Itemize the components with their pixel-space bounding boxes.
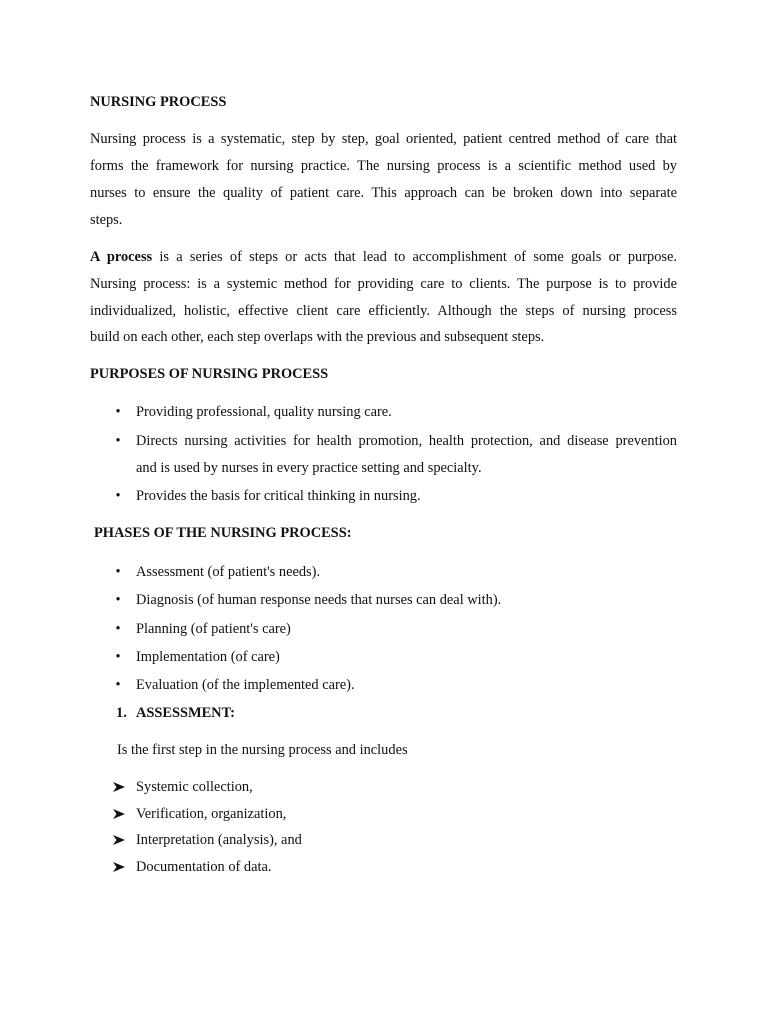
phase-text: Assessment (of patient's needs).	[136, 564, 321, 580]
assessment-item-text: Interpretation (analysis), and	[136, 832, 302, 848]
assessment-item-text: Systemic collection,	[136, 779, 253, 795]
bullet-dot-icon: •	[115, 488, 121, 504]
bullet-dot-icon: •	[115, 404, 121, 420]
phase-text: Evaluation (of the implemented care).	[136, 677, 355, 693]
process-bold-term: A process	[90, 249, 153, 265]
intro-line: forms the framework for nursing practice. The nursing process is a scientific method used by	[90, 158, 677, 174]
intro-line: nurses to ensure the quality of patient care. This approach can be broken down into separate	[90, 185, 677, 201]
purposes-heading: PURPOSES OF NURSING PROCESS	[90, 366, 329, 382]
purpose-text: and is used by nurses in every practice setting and specialty.	[136, 460, 482, 476]
arrow-bullet-icon	[112, 781, 126, 793]
arrow-bullet-icon	[112, 861, 126, 873]
bullet-dot-icon: •	[115, 677, 121, 693]
process-first-line-rest: is a series of steps or acts that lead to accomplishment of some goals or purpose.	[152, 249, 677, 265]
phase-text: Implementation (of care)	[136, 649, 280, 665]
purpose-text: Provides the basis for critical thinking in nursing.	[136, 488, 421, 504]
phases-heading: PHASES OF THE NURSING PROCESS:	[94, 525, 352, 541]
purpose-text: Providing professional, quality nursing care.	[136, 404, 392, 420]
bullet-dot-icon: •	[115, 649, 121, 665]
phase-text: Diagnosis (of human response needs that nurses can deal with).	[136, 592, 502, 608]
bullet-dot-icon: •	[115, 592, 121, 608]
assessment-intro: Is the first step in the nursing process and includes	[117, 742, 408, 758]
arrow-bullet-icon	[112, 808, 126, 820]
purpose-text: Directs nursing activities for health promotion, health protection, and disease prevention	[136, 433, 677, 449]
phase-text: Planning (of patient's care)	[136, 621, 291, 637]
process-line: Nursing process: is a systemic method for providing care to clients. The purpose is to provide	[90, 276, 677, 292]
intro-line: Nursing process is a systematic, step by step, goal oriented, patient centred method of care that	[90, 131, 677, 147]
arrow-bullet-icon	[112, 834, 126, 846]
assessment-item-text: Documentation of data.	[136, 859, 272, 875]
bullet-dot-icon: •	[115, 433, 121, 449]
assessment-number: 1.	[116, 705, 127, 721]
process-line: build on each other, each step overlaps with the previous and subsequent steps.	[90, 329, 545, 345]
assessment-item-text: Verification, organization,	[136, 806, 287, 822]
assessment-heading-text: ASSESSMENT:	[136, 705, 235, 721]
intro-line: steps.	[90, 212, 123, 228]
document-title: NURSING PROCESS	[90, 94, 227, 110]
bullet-dot-icon: •	[115, 564, 121, 580]
process-first-line	[90, 248, 677, 266]
process-line: individualized, holistic, effective client care efficiently. Although the steps of nursing process	[90, 303, 677, 319]
bullet-dot-icon: •	[115, 621, 121, 637]
